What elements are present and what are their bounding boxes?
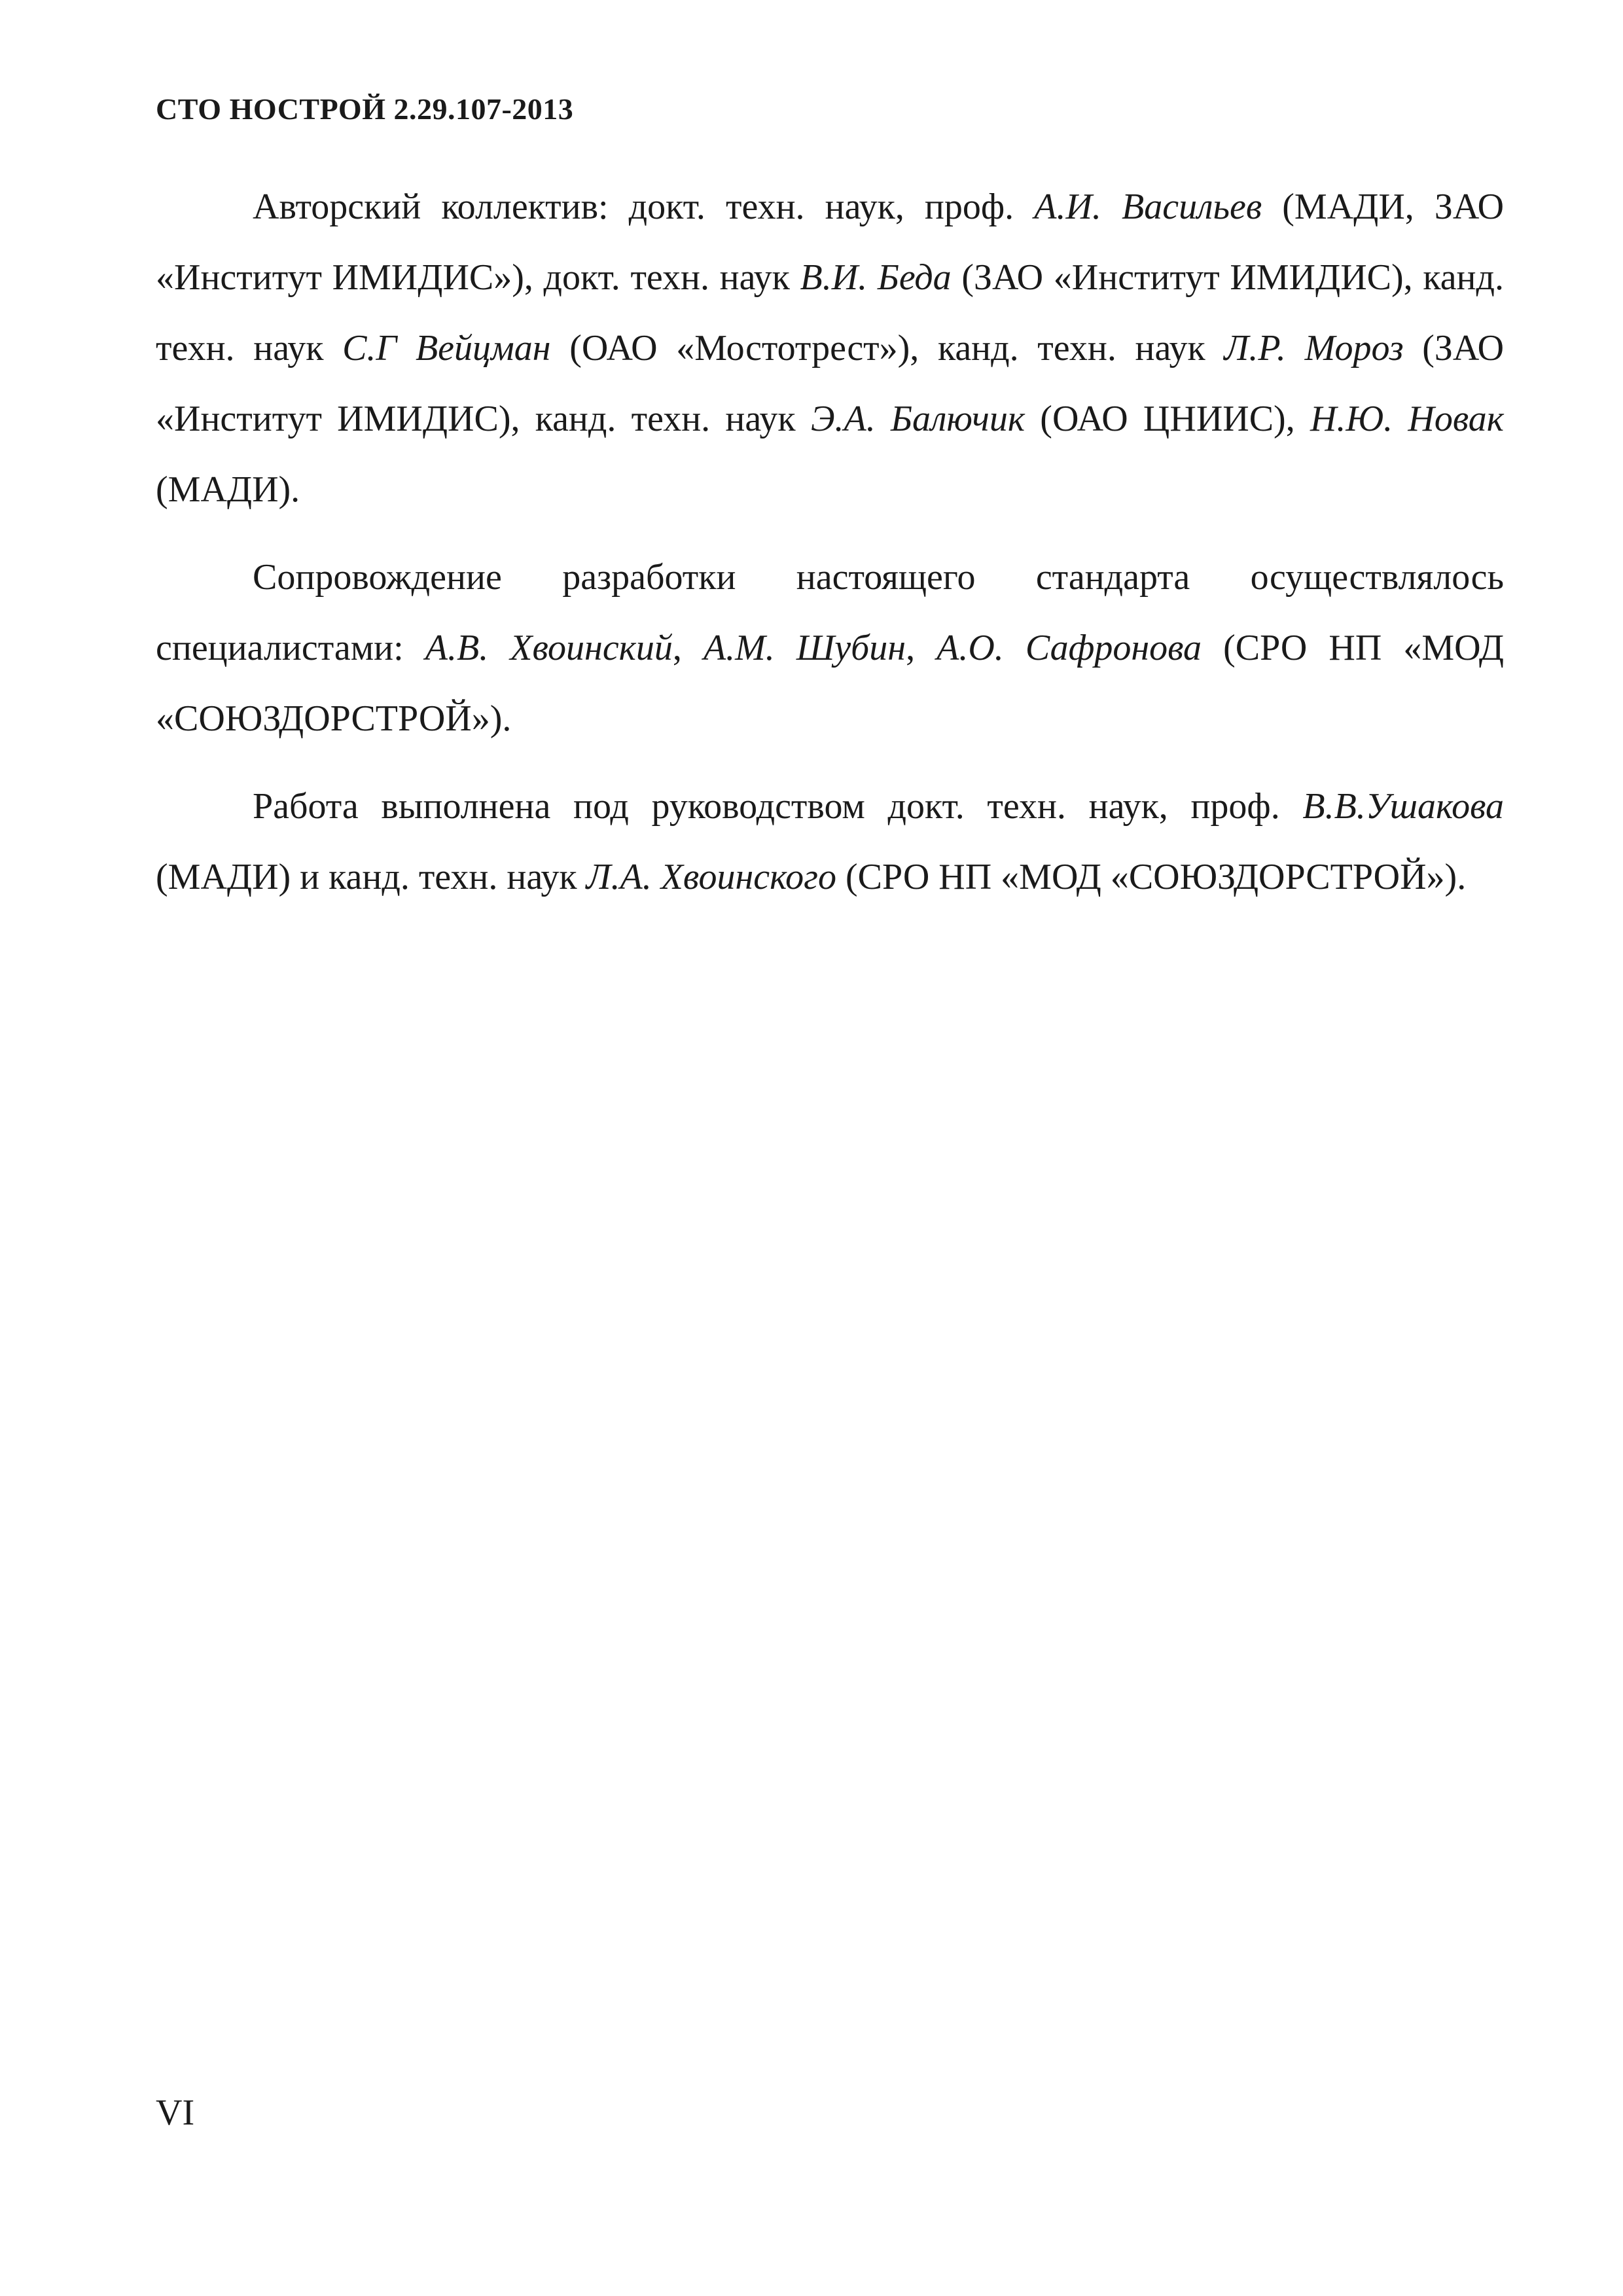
segment: Сопровождение разработки настоящего стандарта осуществлялось специалистами: [156, 557, 1504, 668]
segment: (ЗАО «Институт ИМИДИС), канд. техн. наук [156, 257, 1505, 368]
segment: (МАДИ, ЗАО «Институт ИМИДИС»), докт. техн. наук [156, 187, 1505, 298]
specialist-name: А.О. Сафронова [936, 628, 1202, 668]
segment: , [906, 628, 937, 668]
segment: Авторский коллектив: докт. техн. наук, проф. [253, 187, 1035, 227]
segment: (МАДИ). [156, 469, 300, 510]
supervisor-name: Л.А. Хвоинского [586, 857, 837, 897]
document-code-header: СТО НОСТРОЙ 2.29.107-2013 [156, 92, 574, 126]
segment: (СРО НП «МОД «СОЮЗДОРСТРОЙ»). [156, 628, 1505, 739]
page-number: VI [156, 2092, 195, 2133]
author-name: С.Г Вейцман [342, 328, 551, 368]
author-name: Л.Р. Мороз [1224, 328, 1404, 368]
segment: , [672, 628, 704, 668]
paragraph-support [156, 542, 1504, 754]
specialist-name: А.В. Хвоинский [425, 628, 673, 668]
segment: (ОАО «Мостотрест»), канд. техн. наук [550, 328, 1224, 368]
paragraph-authors [156, 171, 1504, 525]
author-name: А.И. Васильев [1034, 187, 1262, 227]
author-name: Н.Ю. Новак [1310, 399, 1504, 439]
supervisor-name: В.В.Ушакова [1302, 786, 1504, 827]
specialist-name: А.М. Шубин [703, 628, 906, 668]
segment: (МАДИ) и канд. техн. наук [156, 857, 586, 897]
segment: (ЗАО «Институт ИМИДИС), канд. техн. наук [156, 328, 1505, 439]
document-body [156, 171, 1504, 912]
segment: Работа выполнена под руководством докт. техн. наук, проф. [253, 786, 1303, 827]
segment: (ОАО ЦНИИС), [1025, 399, 1310, 439]
author-name: В.И. Беда [800, 257, 952, 298]
segment: (СРО НП «МОД «СОЮЗДОРСТРОЙ»). [836, 857, 1467, 897]
author-name: Э.А. Балючик [810, 399, 1026, 439]
paragraph-supervision [156, 771, 1504, 912]
